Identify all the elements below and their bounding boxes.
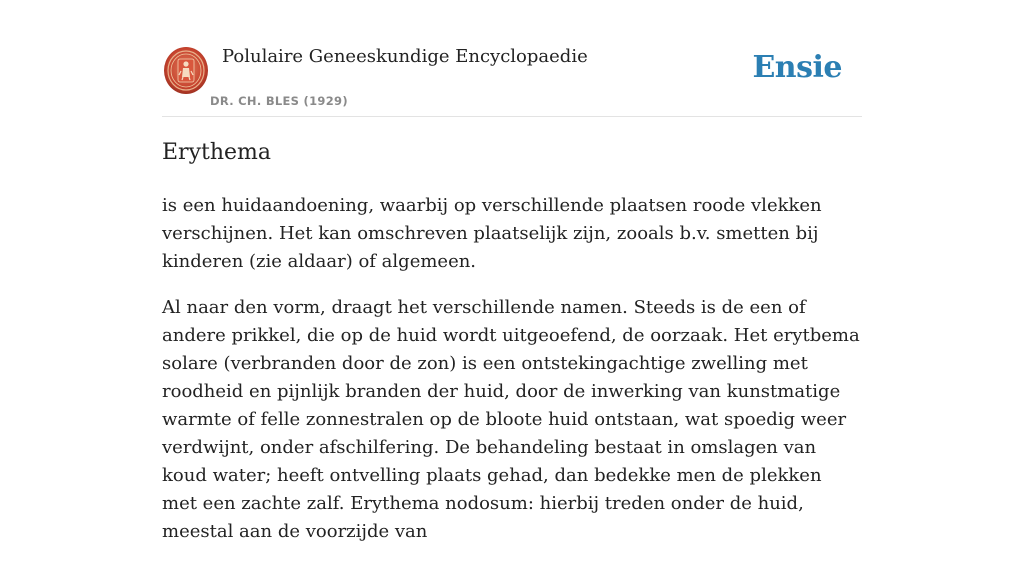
encyclopedia-emblem-icon[interactable] [164, 47, 208, 94]
ensie-logo[interactable]: Ensie [752, 50, 842, 85]
site-header [162, 0, 862, 117]
article-paragraph: is een huidaandoening, waarbij op verschillende plaatsen roode vlekken verschijnen. Het kan omschreven plaatselijk zijn, zooals b.v. smetten bij kinderen (zie aldaar) of algemeen. [162, 195, 822, 272]
article-title: Erythema [162, 140, 272, 165]
article-paragraph: Al naar den vorm, draagt het verschillende namen. Steeds is de een of andere prikkel, die op de huid wordt uitgeoefend, de oorzaak. Het erytbema solare (verbranden door de zon) is een ontstekingachtige zwelling met roodheid en pijnlijk branden der huid, door de inwerking van kunstmatige warmte of felle zonnestralen op de bloote huid ontstaan, wat spoedig weer verdwijnt, onder afschilfering. De behandeling bestaat in omslagen van koud water; heeft ontvelling plaats gehad, dan bedekke men de plekken met een zachte zalf. Erythema nodosum: hierbij treden onder de huid, meestal aan de voorzijde van [162, 297, 860, 542]
book-author: DR. CH. BLES (1929) [210, 94, 348, 108]
book-title[interactable]: Polulaire Geneeskundige Encyclopaedie [222, 46, 588, 67]
article-body [162, 192, 862, 564]
